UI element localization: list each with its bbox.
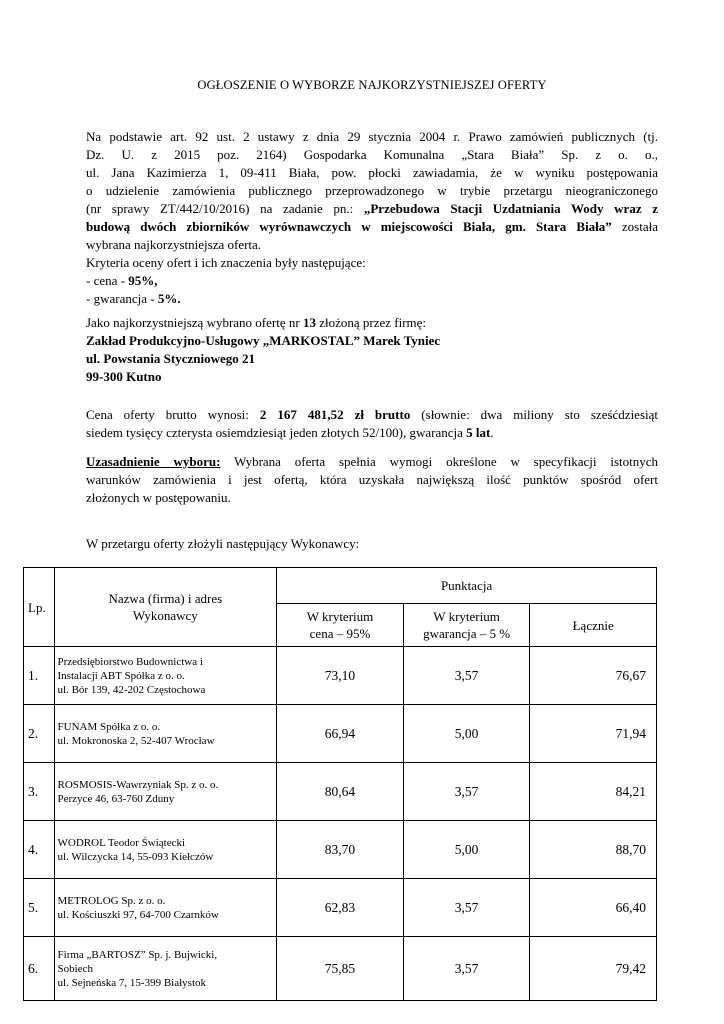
firm-line: ul. Sejneńska 7, 15-399 Białystok <box>57 976 207 989</box>
intro-line <box>86 200 658 218</box>
warranty-value: 5 lat <box>466 425 491 440</box>
row-lp: 5. <box>24 879 55 937</box>
col-header-price <box>277 604 404 647</box>
price-words: siedem tysięcy czterysta osiemdziesiąt jeden złotych 52/100), gwarancja <box>86 425 467 440</box>
table-row <box>24 821 657 879</box>
task-name: budową dwóch zbiorników wyrównawczych w miejscowości Biała, gm. Stara Biała” <box>86 219 612 234</box>
document-title: OGŁOSZENIE O WYBORZE NAJKORZYSTNIEJSZEJ OFERTY <box>197 78 547 92</box>
row-lp: 2. <box>24 705 55 763</box>
row-lp: 1. <box>24 647 55 705</box>
table-row <box>24 705 657 763</box>
row-firm <box>54 879 277 937</box>
col-header-line: cena – 95% <box>309 626 371 641</box>
price-words: (słownie: dwa miliony sto sześćdziesiąt <box>410 407 658 422</box>
row-lp: 3. <box>24 763 55 821</box>
price-dot: . <box>490 425 494 440</box>
col-header-line: W kryterium <box>433 609 500 624</box>
intro-line: wybrana najkorzystniejsza oferta. <box>86 237 262 252</box>
col-header-points: Punktacja <box>277 568 657 604</box>
winner-lead-text: Jako najkorzystniejszą wybrano ofertę nr <box>86 315 303 330</box>
firm-line: Instalacji ABT Spółka z o. o. <box>57 669 185 682</box>
firm-line: WODROL Teodor Świątecki <box>57 836 186 849</box>
offer-number: 13 <box>302 315 316 330</box>
firm-line: ROSMOSIS-Wawrzyniak Sp. z o. o. <box>57 778 219 791</box>
table-row <box>24 763 657 821</box>
firm-line: ul. Wilczycka 14, 55-093 Kiełczów <box>57 850 214 863</box>
price-amount: 2 167 481,52 zł brutto <box>259 407 411 422</box>
justification-line: warunków zamówienia i jest ofertą, która uzyskała największą ilość punktów spośród ofert <box>86 472 658 487</box>
firm-line: FUNAM Spółka z o. o. <box>57 720 161 733</box>
justification-text: Wybrana oferta spełnia wymogi określone w specyfikacji istotnych <box>220 454 658 469</box>
intro-text: została <box>611 219 659 234</box>
row-price-score: 66,94 <box>277 705 404 763</box>
row-warranty-score: 5,00 <box>403 821 530 879</box>
winner-lead <box>86 314 658 332</box>
row-warranty-score: 3,57 <box>403 879 530 937</box>
row-warranty-score: 5,00 <box>403 705 530 763</box>
criterion-label: - gwarancja - <box>86 291 158 306</box>
criterion-value: 95%, <box>128 273 158 288</box>
row-price-score: 75,85 <box>277 937 404 1001</box>
row-warranty-score: 3,57 <box>403 937 530 1001</box>
row-firm <box>54 763 277 821</box>
intro-line: Dz. U. z 2015 poz. 2164) Gospodarka Komunalna „Stara Biała” Sp. z o. o., <box>86 147 658 162</box>
firm-line: Perzyce 46, 63-760 Zduny <box>57 792 175 805</box>
firm-line: ul. Bór 139, 42-202 Częstochowa <box>57 683 206 696</box>
col-header-warranty <box>403 604 530 647</box>
intro-paragraph <box>86 128 658 308</box>
winner-city: 99-300 Kutno <box>86 369 162 384</box>
winner-company: Zakład Produkcyjno-Usługowy „MARKOSTAL” Marek Tyniec <box>86 333 441 348</box>
col-header-name <box>54 568 277 647</box>
row-price-score: 62,83 <box>277 879 404 937</box>
bidders-table <box>23 567 657 1001</box>
winner-lead-tail: złożoną przez firmę: <box>315 315 427 330</box>
winner-street: ul. Powstania Styczniowego 21 <box>86 351 255 366</box>
row-warranty-score: 3,57 <box>403 763 530 821</box>
col-header-line: gwarancja – 5 % <box>423 626 511 641</box>
col-header-name-line: Wykonawcy <box>132 608 198 623</box>
firm-line: Firma „BARTOSZ” Sp. j. Bujwicki, <box>57 948 218 961</box>
intro-line: Na podstawie art. 92 ust. 2 ustawy z dnia 29 stycznia 2004 r. Prawo zamówień publicznych (tj. <box>86 129 658 144</box>
winner-block <box>86 314 658 386</box>
row-firm <box>54 821 277 879</box>
row-total-score: 79,42 <box>530 937 657 1001</box>
table-row <box>24 879 657 937</box>
criterion-value: 5%. <box>157 291 181 306</box>
price-line <box>86 406 658 424</box>
intro-line: ul. Jana Kazimierza 1, 09-411 Biała, pow. płocki zawiadamia, że w wyniku postępowania <box>86 165 658 180</box>
col-header-name-line: Nazwa (firma) i adres <box>108 591 223 606</box>
row-total-score: 71,94 <box>530 705 657 763</box>
row-total-score: 66,40 <box>530 879 657 937</box>
intro-text: (nr sprawy ZT/442/10/2016) na zadanie pn.: <box>86 201 364 216</box>
intro-line <box>86 218 658 236</box>
justification-block <box>86 453 658 507</box>
row-firm <box>54 937 277 1001</box>
price-lead: Cena oferty brutto wynosi: <box>86 407 260 422</box>
price-line <box>86 424 658 442</box>
table-row <box>24 937 657 1001</box>
col-header-lp: Lp. <box>24 568 55 647</box>
price-block <box>86 406 658 442</box>
justification-line <box>86 453 658 471</box>
bidders-intro: W przetargu oferty złożyli następujący Wykonawcy: <box>86 536 360 551</box>
criterion-price <box>86 272 658 290</box>
table-row <box>24 647 657 705</box>
firm-line: Sobiech <box>57 962 93 975</box>
col-header-total: Łącznie <box>530 604 657 647</box>
criteria-header: Kryteria oceny ofert i ich znaczenia były następujące: <box>86 255 366 270</box>
criterion-label: - cena - <box>86 273 129 288</box>
row-firm <box>54 647 277 705</box>
intro-line: o udzielenie zamówienia publicznego przeprowadzonego w trybie przetargu nieograniczonego <box>86 183 658 198</box>
col-header-line: W kryterium <box>306 609 374 624</box>
row-price-score: 80,64 <box>277 763 404 821</box>
justification-line: złożonych w postępowaniu. <box>86 490 231 505</box>
firm-line: Przedsiębiorstwo Budownictwa i <box>57 655 203 668</box>
row-firm <box>54 705 277 763</box>
row-total-score: 76,67 <box>530 647 657 705</box>
row-lp: 6. <box>24 937 55 1001</box>
row-total-score: 88,70 <box>530 821 657 879</box>
row-price-score: 83,70 <box>277 821 404 879</box>
row-warranty-score: 3,57 <box>403 647 530 705</box>
firm-line: ul. Kościuszki 97, 64-700 Czarnków <box>57 908 219 921</box>
justification-label: Uzasadnienie wyboru: <box>86 454 221 469</box>
firm-line: METROLOG Sp. z o. o. <box>57 894 166 907</box>
row-lp: 4. <box>24 821 55 879</box>
row-total-score: 84,21 <box>530 763 657 821</box>
task-name: „Przebudowa Stacji Uzdatniania Wody wraz z <box>363 201 658 216</box>
criterion-warranty <box>86 290 658 308</box>
firm-line: ul. Mokronoska 2, 52-407 Wrocław <box>57 734 215 747</box>
row-price-score: 73,10 <box>277 647 404 705</box>
